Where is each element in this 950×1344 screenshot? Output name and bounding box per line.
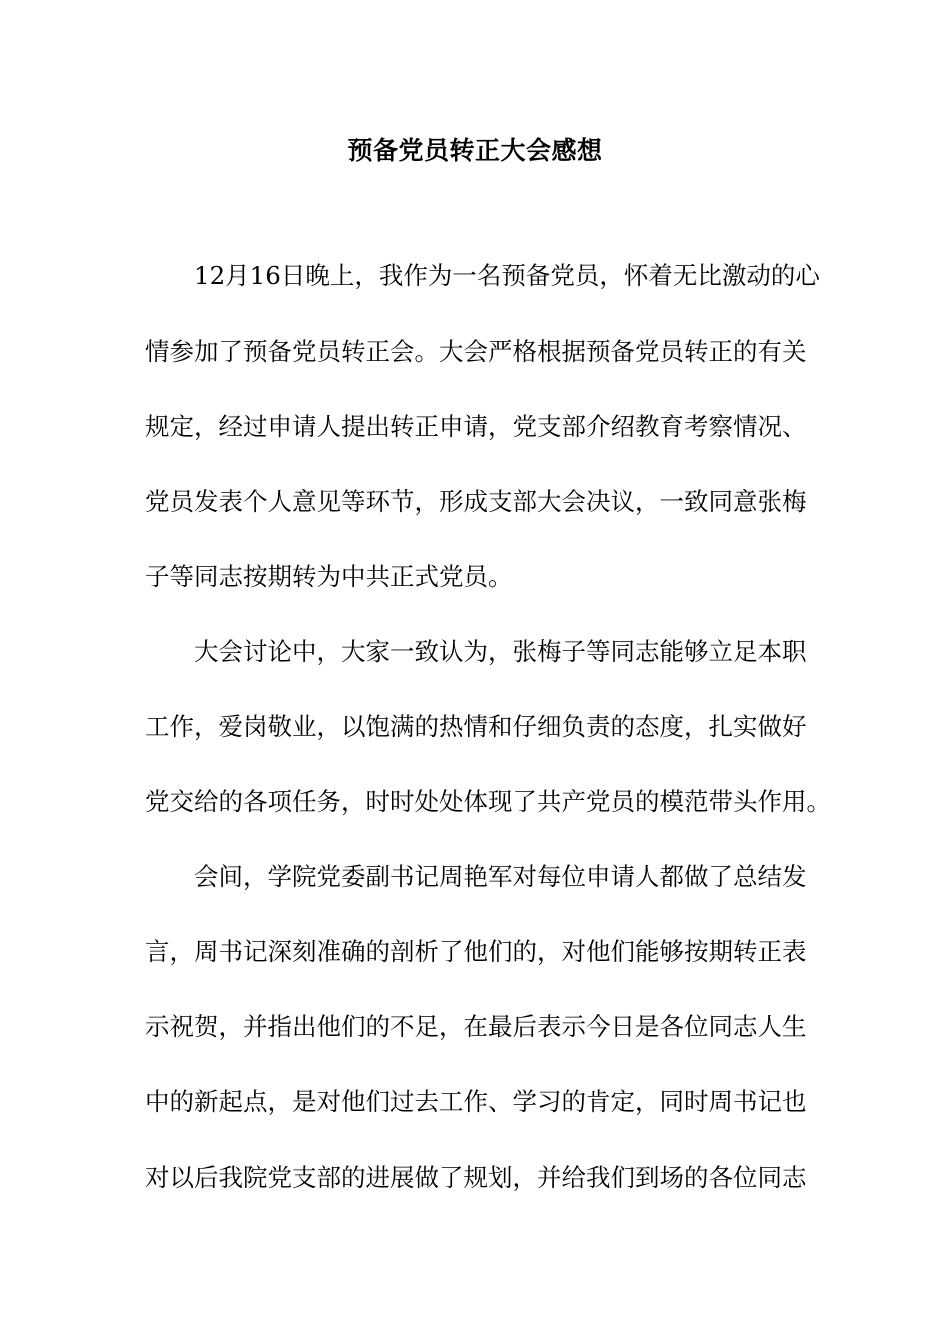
paragraph-2-line-3: 党交给的各项任务，时时处处体现了共产党员的模范带头作用。 [145,787,831,816]
paragraph-3-line-2: 言，周书记深刻准确的剖析了他们的，对他们能够按期转正表 [145,937,807,966]
paragraph-1-line-3: 规定，经过申请人提出转正申请，党支部介绍教育考察情况、 [145,412,807,441]
document-title: 预备党员转正大会感想 [347,136,603,165]
paragraph-1-line-4: 党员发表个人意见等环节，形成支部大会决议，一致同意张梅 [145,487,807,516]
paragraph-2-line-2: 工作，爱岗敬业，以饱满的热情和仔细负责的态度，扎实做好 [145,712,807,741]
paragraph-3-line-3: 示祝贺，并指出他们的不足，在最后表示今日是各位同志人生 [145,1012,807,1041]
paragraph-2-line-1: 大会讨论中，大家一致认为，张梅子等同志能够立足本职 [194,637,807,666]
paragraph-1-line-2: 情参加了预备党员转正会。大会严格根据预备党员转正的有关 [145,337,807,366]
paragraph-3-line-1: 会间，学院党委副书记周艳军对每位申请人都做了总结发 [194,862,807,891]
paragraph-3-line-5: 对以后我院党支部的进展做了规划，并给我们到场的各位同志 [145,1163,807,1192]
paragraph-1-line-5: 子等同志按期转为中共正式党员。 [145,562,513,591]
paragraph-1-line-1: 12月16日晚上，我作为一名预备党员，怀着无比激动的心 [194,261,820,290]
paragraph-3-line-4: 中的新起点，是对他们过去工作、学习的肯定，同时周书记也 [145,1087,807,1116]
